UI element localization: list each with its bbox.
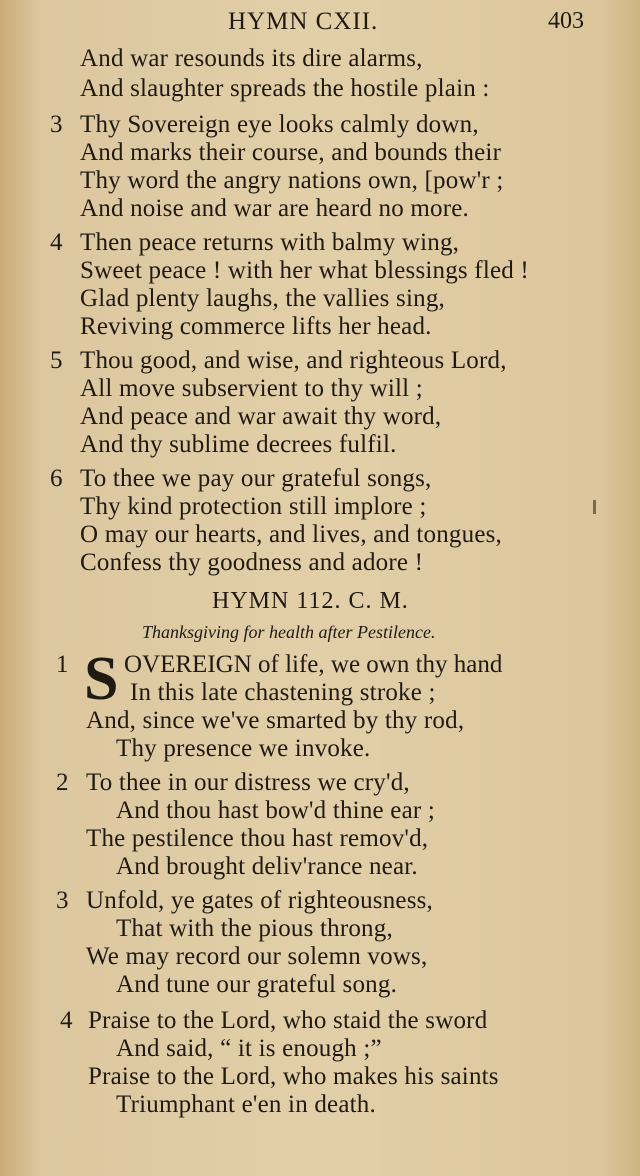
- verse-line: And peace and war await thy word,: [80, 403, 442, 430]
- verse-line: And brought deliv'rance near.: [116, 853, 418, 880]
- verse-line: And noise and war are heard no more.: [80, 195, 469, 222]
- verse-line: Reviving commerce lifts her head.: [80, 313, 432, 340]
- stanza-number: 6: [50, 465, 63, 492]
- verse-line: Thou good, and wise, and righteous Lord,: [80, 347, 507, 374]
- verse-line: In this late chastening stroke ;: [130, 679, 436, 706]
- hymn-heading: HYMN 112. C. M.: [212, 588, 409, 614]
- stanza-number: 3: [56, 887, 69, 914]
- stanza-number: 2: [56, 769, 69, 796]
- verse-line: We may record our solemn vows,: [86, 943, 428, 970]
- verse-line: And war resounds its dire alarms,: [80, 45, 423, 72]
- stanza-number: 5: [50, 347, 63, 374]
- verse-line: Triumphant e'en in death.: [116, 1091, 376, 1118]
- header-title: HYMN CXII.: [228, 8, 379, 35]
- verse-line: Thy kind protection still implore ;: [80, 493, 427, 520]
- stanza-number: 3: [50, 111, 63, 138]
- drop-cap: S: [84, 645, 119, 713]
- page-number: 403: [548, 8, 584, 34]
- verse-line: Then peace returns with balmy wing,: [80, 229, 460, 256]
- verse-line: Thy word the angry nations own, [pow'r ;: [80, 167, 504, 194]
- running-header: [0, 8, 640, 40]
- verse-line: Praise to the Lord, who makes his saints: [88, 1063, 499, 1090]
- verse-line: O may our hearts, and lives, and tongues,: [80, 521, 502, 548]
- verse-line: And tune our grateful song.: [116, 971, 398, 998]
- verse-line: That with the pious throng,: [116, 915, 393, 942]
- verse-line: Thy Sovereign eye looks calmly down,: [80, 111, 479, 138]
- verse-line: And thy sublime decrees fulfil.: [80, 431, 397, 458]
- hymn-subtitle: Thanksgiving for health after Pestilence.: [142, 622, 436, 642]
- verse-line: And thou hast bow'd thine ear ;: [116, 797, 435, 824]
- verse-line: Thy presence we invoke.: [116, 735, 371, 762]
- print-speck: [593, 500, 596, 514]
- stanza-number: 1: [56, 651, 69, 678]
- verse-line: And marks their course, and bounds their: [80, 139, 502, 166]
- verse-line: Confess thy goodness and adore !: [80, 549, 424, 576]
- stanza-number: 4: [60, 1007, 73, 1034]
- verse-line: To thee we pay our grateful songs,: [80, 465, 432, 492]
- verse-line: Unfold, ye gates of righteousness,: [86, 887, 434, 914]
- verse-line: And, since we've smarted by thy rod,: [86, 707, 465, 734]
- stanza-number: 4: [50, 229, 63, 256]
- verse-line: OVEREIGN of life, we own thy hand: [124, 651, 503, 678]
- verse-line: Glad plenty laughs, the vallies sing,: [80, 285, 445, 312]
- verse-line: The pestilence thou hast remov'd,: [86, 825, 429, 852]
- verse-line: All move subservient to thy will ;: [80, 375, 423, 402]
- verse-line: And slaughter spreads the hostile plain :: [80, 75, 490, 102]
- verse-line: Sweet peace ! with her what blessings fled !: [80, 257, 529, 284]
- verse-line: And said, “ it is enough ;”: [116, 1035, 382, 1062]
- verse-line: Praise to the Lord, who staid the sword: [88, 1007, 488, 1034]
- verse-line: To thee in our distress we cry'd,: [86, 769, 410, 796]
